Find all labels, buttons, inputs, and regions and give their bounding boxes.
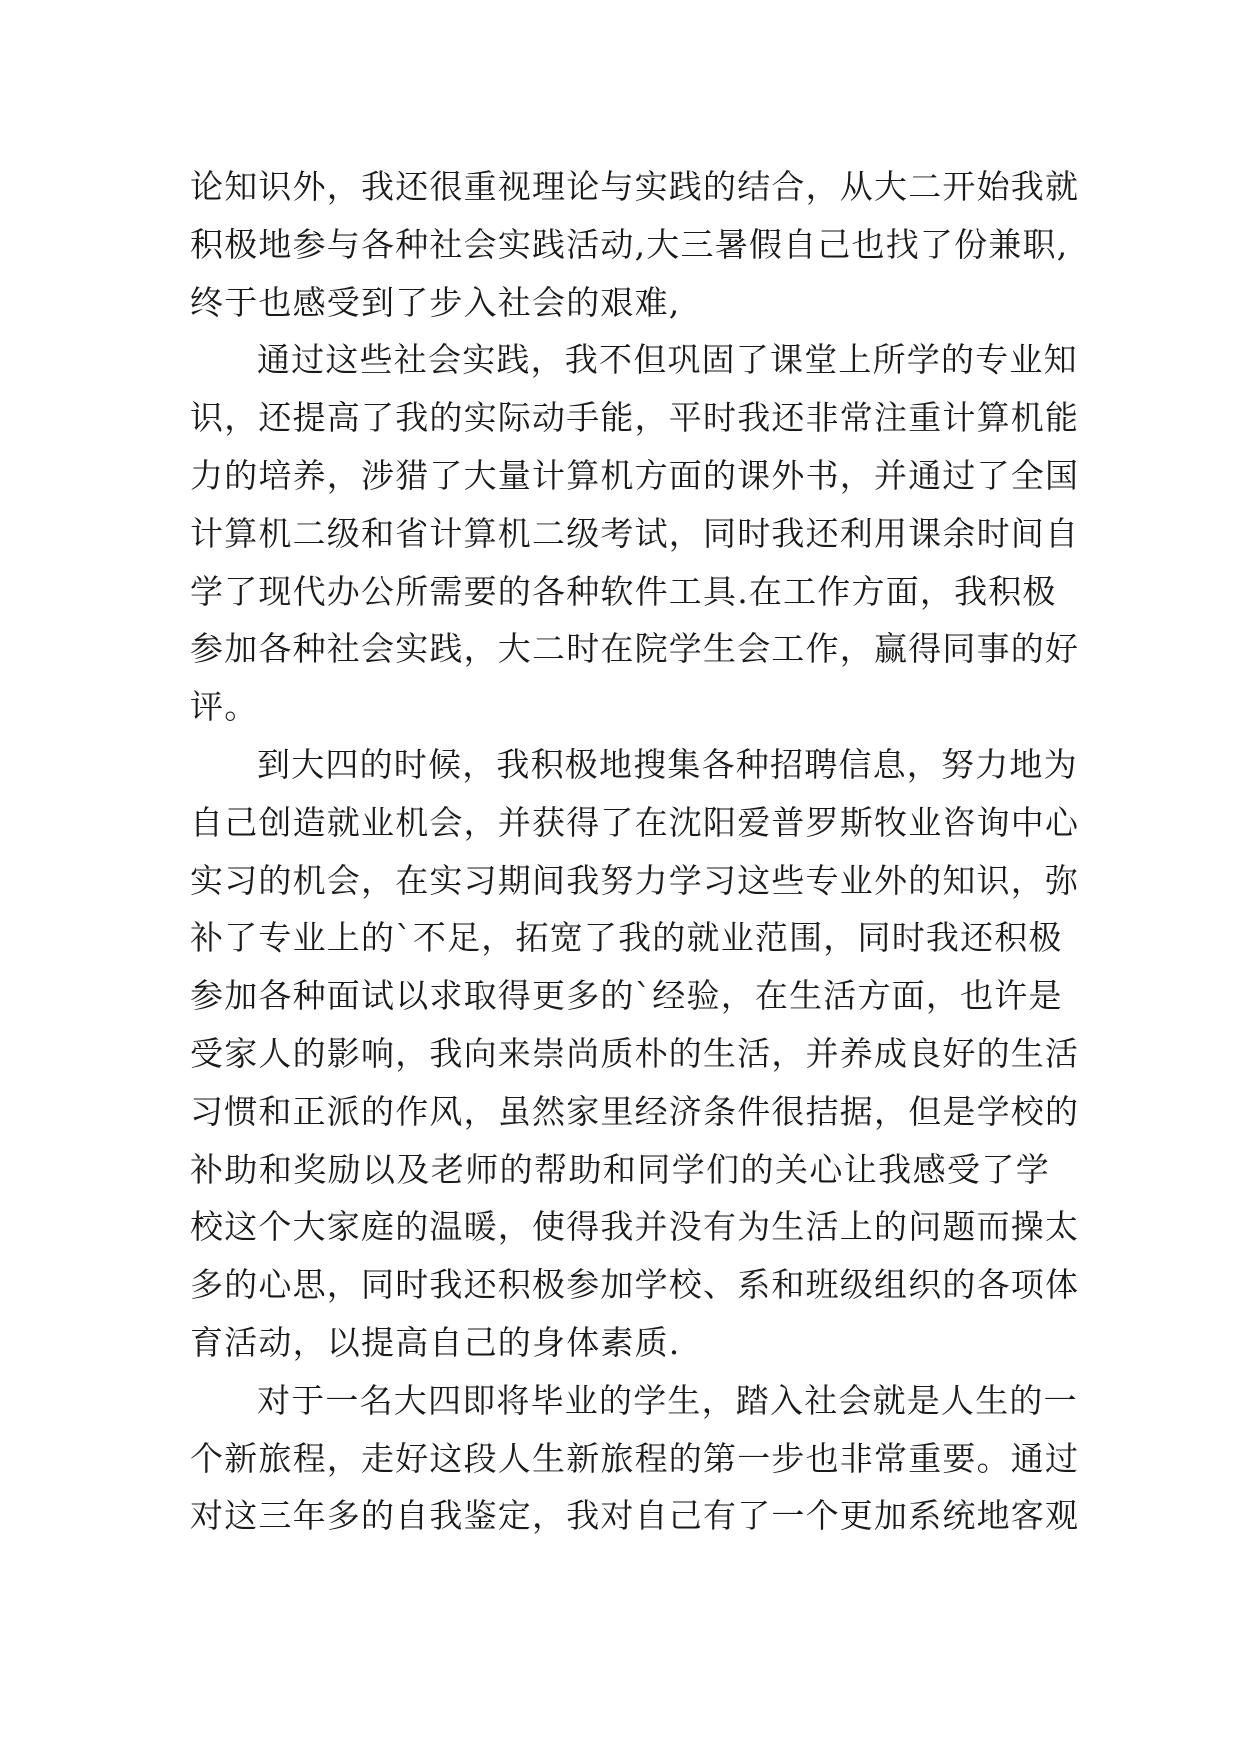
paragraph-2-line-7: 评。: [190, 687, 259, 727]
paragraph-1-line-3: 终于也感受到了步入社会的艰难,: [190, 282, 681, 322]
paragraph-4-line-1: 对于一名大四即将毕业的学生，踏入社会就是人生的一: [257, 1380, 1078, 1420]
paragraph-2-line-4: 计算机二级和省计算机二级考试，同时我还利用课余时间自: [190, 513, 1080, 553]
paragraph-2-line-6: 参加各种社会实践，大二时在院学生会工作，赢得同事的好: [190, 629, 1080, 669]
paragraph-3-line-3: 实习的机会，在实习期间我努力学习这些专业外的知识，弥: [190, 860, 1080, 900]
paragraph-3-line-6: 受家人的影响，我向来崇尚质朴的生活，并养成良好的生活: [190, 1033, 1080, 1073]
paragraph-2-line-2: 识，还提高了我的实际动手能，平时我还非常注重计算机能: [190, 398, 1080, 438]
paragraph-3-line-2: 自己创造就业机会，并获得了在沈阳爱普罗斯牧业咨询中心: [190, 802, 1080, 842]
paragraph-3-line-9: 校这个大家庭的温暖，使得我并没有为生活上的问题而操太: [190, 1207, 1080, 1247]
paragraph-2-line-1: 通过这些社会实践，我不但巩固了课堂上所学的专业知: [257, 340, 1078, 380]
paragraph-3-line-4: 补了专业上的`不足，拓宽了我的就业范围，同时我还积极: [190, 918, 1063, 958]
paragraph-1-line-1: 论知识外，我还很重视理论与实践的结合，从大二开始我就: [190, 167, 1080, 206]
paragraph-4-line-2: 个新旅程，走好这段人生新旅程的第一步也非常重要。通过: [190, 1438, 1080, 1478]
paragraph-4-line-3: 对这三年多的自我鉴定，我对自己有了一个更加系统地客观: [190, 1496, 1080, 1536]
paragraph-3-line-1: 到大四的时候，我积极地搜集各种招聘信息，努力地为: [257, 744, 1078, 784]
paragraph-1-line-2: 积极地参与各种社会实践活动,大三暑假自己也找了份兼职,: [190, 224, 1069, 264]
document-body: [190, 158, 1080, 1545]
paragraph-3-line-11: 育活动，以提高自己的身体素质.: [190, 1322, 681, 1362]
paragraph-3-line-8: 补助和奖励以及老师的帮助和同学们的关心让我感受了学: [190, 1149, 1050, 1189]
paragraph-3-line-10: 多的心思，同时我还积极参加学校、系和班级组织的各项体: [190, 1265, 1080, 1305]
paragraph-3-line-5: 参加各种面试以求取得更多的`经验，在生活方面，也许是: [190, 976, 1063, 1016]
paragraph-3-line-7: 习惯和正派的作风，虽然家里经济条件很拮据，但是学校的: [190, 1091, 1080, 1131]
paragraph-2-line-5: 学了现代办公所需要的各种软件工具.在工作方面，我积极: [190, 571, 1057, 611]
paragraph-2-line-3: 力的培养，涉猎了大量计算机方面的课外书，并通过了全国: [190, 455, 1080, 495]
